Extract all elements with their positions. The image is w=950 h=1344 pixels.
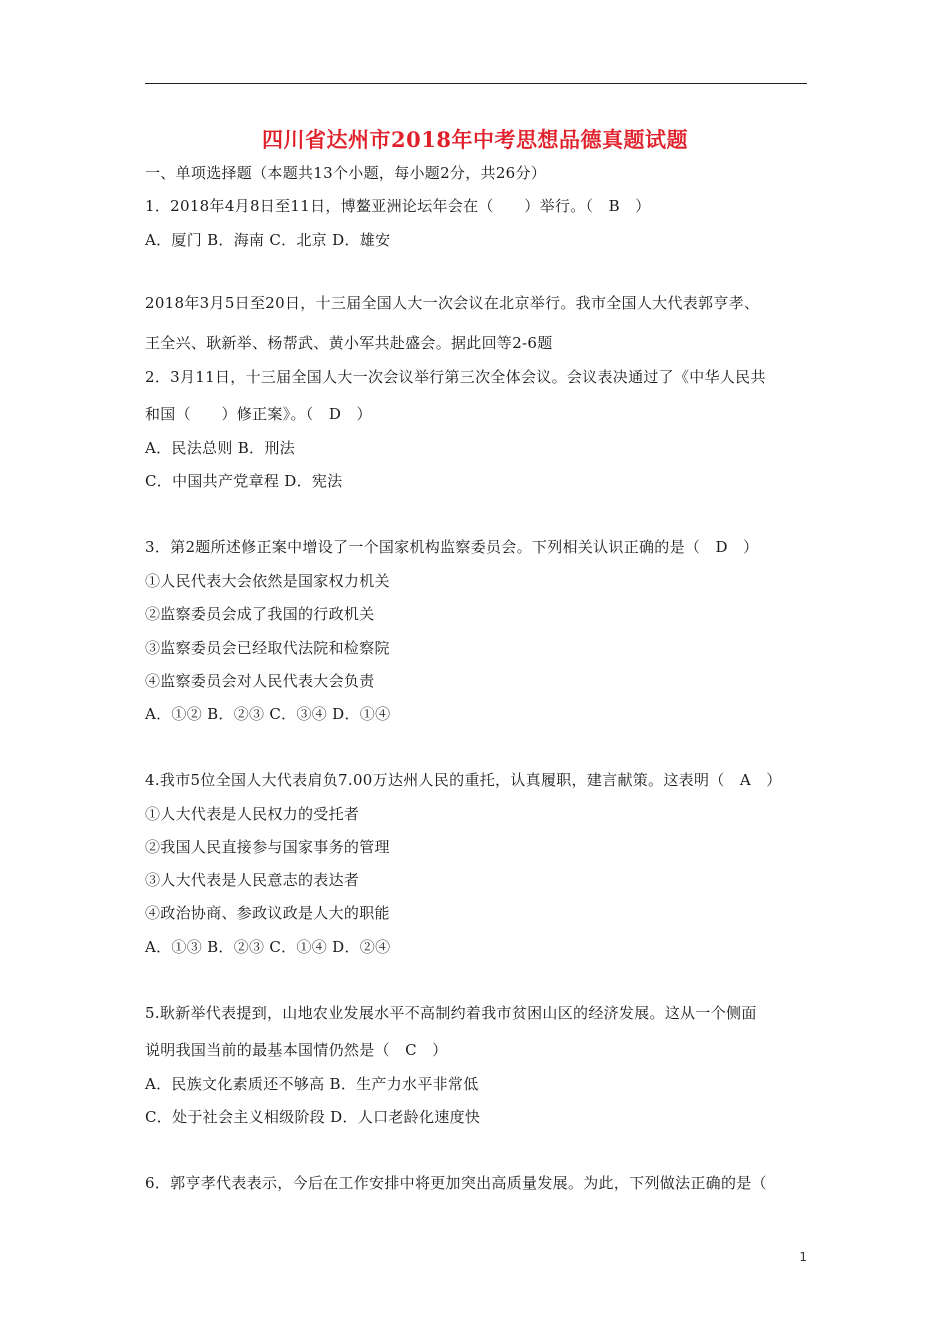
question-5-line-2: 说明我国当前的最基本国情仍然是（ C ） xyxy=(145,1041,448,1059)
question-2-options-2: C．中国共产党章程 D．宪法 xyxy=(145,472,343,490)
question-3-statement-3: ③监察委员会已经取代法院和检察院 xyxy=(145,639,390,657)
question-5-options-1: A．民族文化素质还不够高 B．生产力水平非常低 xyxy=(145,1075,479,1093)
question-2-options-1: A．民法总则 B．刑法 xyxy=(145,439,295,457)
section-heading: 一、单项选择题（本题共13个小题，每小题2分，共26分） xyxy=(145,164,547,182)
context-paragraph-line-2: 王全兴、耿新举、杨帮武、黄小军共赴盛会。据此回等2-6题 xyxy=(145,334,553,352)
page-number: 1 xyxy=(799,1250,807,1264)
question-3-statement-2: ②监察委员会成了我国的行政机关 xyxy=(145,605,375,623)
header-rule xyxy=(145,83,807,84)
context-paragraph-line-1: 2018年3月5日至20日，十三届全国人大一次会议在北京举行。我市全国人大代表郭亨孝、 xyxy=(145,294,760,312)
question-4-statement-4: ④政治协商、参政议政是人大的职能 xyxy=(145,904,390,922)
question-6: 6．郭亨孝代表表示，今后在工作安排中将更加突出高质量发展。为此，下列做法正确的是（ xyxy=(145,1174,767,1192)
question-4-options: A．①③ B．②③ C．①④ D．②④ xyxy=(145,938,391,956)
question-3-options: A．①② B．②③ C．③④ D．①④ xyxy=(145,705,391,723)
question-4: 4.我市5位全国人大代表肩负7.00万达州人民的重托，认真履职，建言献策。这表明（ A ） xyxy=(145,771,782,789)
question-1-options: A．厦门 B．海南 C．北京 D．雄安 xyxy=(145,231,391,249)
question-1: 1．2018年4月8日至11日，博鳌亚洲论坛年会在（ ）举行。（ B ） xyxy=(145,197,651,215)
document-title: 四川省达州市2018年中考思想品德真题试题 xyxy=(262,127,688,152)
question-3: 3．第2题所述修正案中增设了一个国家机构监察委员会。下列相关认识正确的是（ D ） xyxy=(145,538,759,556)
question-4-statement-2: ②我国人民直接参与国家事务的管理 xyxy=(145,838,390,856)
question-4-statement-1: ①人大代表是人民权力的受托者 xyxy=(145,805,360,823)
question-3-statement-1: ①人民代表大会依然是国家权力机关 xyxy=(145,572,390,590)
question-2-line-1: 2．3月11日，十三届全国人大一次会议举行第三次全体会议。会议表决通过了《中华人民共 xyxy=(145,368,766,386)
question-3-statement-4: ④监察委员会对人民代表大会负责 xyxy=(145,672,375,690)
question-5-line-1: 5.耿新举代表提到，山地农业发展水平不高制约着我市贫困山区的经济发展。这从一个侧面 xyxy=(145,1004,757,1022)
question-5-options-2: C．处于社会主义相级阶段 D．人口老龄化速度快 xyxy=(145,1108,481,1126)
question-4-statement-3: ③人大代表是人民意志的表达者 xyxy=(145,871,360,889)
question-2-line-2: 和国（ ）修正案》。（ D ） xyxy=(145,405,372,423)
